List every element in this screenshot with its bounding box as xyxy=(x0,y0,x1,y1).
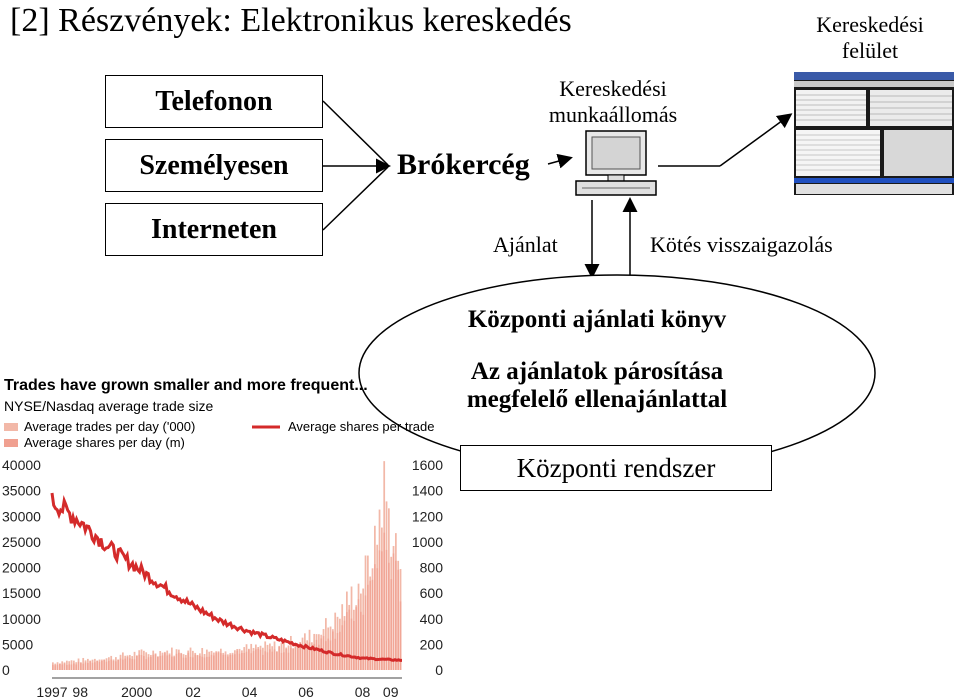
confirmation-label: Kötés visszaigazolás xyxy=(650,232,833,257)
bar-shares-per-day xyxy=(187,653,189,670)
bar-shares-per-day xyxy=(117,660,119,670)
channel-szemelyesen xyxy=(105,139,323,192)
bar-shares-per-day xyxy=(194,655,196,670)
bar-shares-per-day xyxy=(260,650,262,670)
bar-shares-per-day xyxy=(379,550,381,670)
workstation-label-line1: Kereskedési xyxy=(559,76,667,101)
right-tick-label: 600 xyxy=(419,585,443,602)
left-tick-label: 0 xyxy=(2,662,10,678)
bar-shares-per-day xyxy=(339,632,341,670)
bar-shares-per-day xyxy=(106,662,108,670)
bar-shares-per-day xyxy=(276,652,278,670)
bar-shares-per-day xyxy=(325,641,327,670)
bar-shares-per-day xyxy=(73,663,75,670)
bar-shares-per-day xyxy=(360,612,362,670)
bar-shares-per-day xyxy=(232,653,234,670)
bar-shares-per-day xyxy=(376,568,378,670)
bar-shares-per-day xyxy=(173,657,175,670)
chart-legend xyxy=(4,419,434,450)
bar-shares-per-day xyxy=(274,649,276,670)
bar-shares-per-day xyxy=(176,654,178,670)
legend-label: Average trades per day ('000) xyxy=(24,419,196,434)
bar-shares-per-day xyxy=(222,655,224,670)
bar-shares-per-day xyxy=(120,658,122,670)
bar-shares-per-day xyxy=(61,664,63,670)
legend-swatch xyxy=(4,423,18,431)
chart-bars-shares xyxy=(52,533,401,670)
bar-shares-per-day xyxy=(85,662,87,670)
right-tick-label: 0 xyxy=(435,662,443,678)
x-tick-label: 04 xyxy=(241,684,258,700)
bar-shares-per-day xyxy=(383,533,385,670)
trading-screen-image xyxy=(794,72,954,195)
chart-subtitle: NYSE/Nasdaq average trade size xyxy=(4,398,214,414)
bar-shares-per-day xyxy=(131,659,133,670)
bar-shares-per-day xyxy=(374,564,376,670)
bar-shares-per-day xyxy=(281,653,283,670)
bar-shares-per-day xyxy=(346,612,348,670)
bar-shares-per-day xyxy=(68,664,70,670)
channel-szemelyesen-label: Személyesen xyxy=(139,149,289,181)
bar-shares-per-day xyxy=(87,663,89,670)
x-tick-label: 1997 xyxy=(36,684,68,700)
central-system-box xyxy=(460,445,772,491)
bar-shares-per-day xyxy=(290,648,292,670)
bar-shares-per-day xyxy=(64,663,66,670)
bar-shares-per-day xyxy=(344,621,346,670)
bar-shares-per-day xyxy=(292,648,294,670)
bar-shares-per-day xyxy=(197,655,199,670)
chart-title: Trades have grown smaller and more frequent... xyxy=(4,377,368,394)
order-label: Ajánlat xyxy=(493,232,558,257)
bar-shares-per-day xyxy=(348,610,350,670)
legend-label: Average shares per day (m) xyxy=(24,435,185,450)
left-tick-label: 20000 xyxy=(2,559,41,576)
bar-shares-per-day xyxy=(152,655,154,670)
bar-shares-per-day xyxy=(316,640,318,670)
bar-shares-per-day xyxy=(113,661,115,670)
connector-interneten xyxy=(323,167,388,230)
left-tick-label: 25000 xyxy=(2,533,41,550)
bar-shares-per-day xyxy=(246,652,248,670)
bar-shares-per-day xyxy=(201,657,203,670)
bar-shares-per-day xyxy=(236,651,238,670)
bar-shares-per-day xyxy=(178,653,180,670)
bar-shares-per-day xyxy=(110,660,112,670)
arrow-broker-to-workstation xyxy=(548,158,570,164)
bar-shares-per-day xyxy=(115,661,117,670)
channel-interneten-label: Interneten xyxy=(151,213,277,245)
bar-shares-per-day xyxy=(257,649,259,670)
left-tick-label: 15000 xyxy=(2,585,41,602)
bar-shares-per-day xyxy=(99,662,101,670)
workstation-label xyxy=(528,76,698,128)
right-tick-label: 1600 xyxy=(411,457,443,473)
bar-shares-per-day xyxy=(54,665,56,670)
bar-shares-per-day xyxy=(78,662,80,670)
bar-shares-per-day xyxy=(227,657,229,670)
bar-shares-per-day xyxy=(180,653,182,670)
bar-shares-per-day xyxy=(341,625,343,670)
bar-shares-per-day xyxy=(381,551,383,670)
left-tick-label: 5000 xyxy=(2,636,34,653)
bar-shares-per-day xyxy=(264,651,266,670)
bar-shares-per-day xyxy=(145,659,147,670)
bar-shares-per-day xyxy=(169,653,171,670)
bar-shares-per-day xyxy=(108,661,110,670)
bar-shares-per-day xyxy=(362,615,364,670)
bar-shares-per-day xyxy=(355,607,357,670)
bar-shares-per-day xyxy=(271,652,273,670)
x-tick-label: 02 xyxy=(185,684,201,700)
x-tick-label: 09 xyxy=(382,684,399,700)
bar-shares-per-day xyxy=(204,658,206,670)
bar-shares-per-day xyxy=(241,650,243,670)
bar-shares-per-day xyxy=(127,657,129,670)
bar-shares-per-day xyxy=(96,661,98,670)
page-title: [2] Részvények: Elektronikus kereskedés xyxy=(10,2,572,39)
trading-interface-label xyxy=(795,12,945,64)
bar-shares-per-day xyxy=(143,656,145,670)
bar-shares-per-day xyxy=(75,664,77,670)
x-tick-label: 2000 xyxy=(121,684,153,700)
matching-text xyxy=(407,358,787,414)
bar-shares-per-day xyxy=(327,639,329,670)
bar-shares-per-day xyxy=(211,655,213,670)
bar-shares-per-day xyxy=(82,664,84,670)
bar-shares-per-day xyxy=(297,644,299,670)
x-tick-label: 98 xyxy=(72,684,89,700)
broker-label: Brókercég xyxy=(397,148,530,181)
matching-text-line1: Az ajánlatok párosítása xyxy=(470,358,724,385)
bar-shares-per-day xyxy=(353,621,355,670)
bar-shares-per-day xyxy=(138,655,140,670)
trading-interface-label-line2: felület xyxy=(841,38,899,63)
bar-shares-per-day xyxy=(71,664,73,670)
bar-shares-per-day xyxy=(390,579,392,670)
bar-shares-per-day xyxy=(372,568,374,670)
bar-shares-per-day xyxy=(234,654,236,670)
bar-shares-per-day xyxy=(386,550,388,670)
workstation-label-line2: munkaállomás xyxy=(548,102,678,127)
bar-shares-per-day xyxy=(155,653,157,670)
bar-shares-per-day xyxy=(239,654,241,670)
bar-shares-per-day xyxy=(199,656,201,670)
bar-shares-per-day xyxy=(52,665,54,670)
bar-shares-per-day xyxy=(225,651,227,670)
bar-shares-per-day xyxy=(192,657,194,670)
bar-shares-per-day xyxy=(220,653,222,670)
bar-shares-per-day xyxy=(141,655,143,670)
bar-shares-per-day xyxy=(206,657,208,670)
bar-shares-per-day xyxy=(229,655,231,670)
right-tick-label: 800 xyxy=(419,559,443,576)
bar-shares-per-day xyxy=(103,659,105,670)
bar-shares-per-day xyxy=(267,652,269,670)
left-tick-label: 10000 xyxy=(2,610,41,627)
matching-text-line2: megfelelő ellenajánlattal xyxy=(466,386,728,413)
trade-size-chart xyxy=(0,365,450,700)
bar-shares-per-day xyxy=(208,657,210,670)
right-tick-label: 200 xyxy=(419,636,443,653)
legend-label: Average shares per trade xyxy=(288,419,435,434)
bar-shares-per-day xyxy=(213,653,215,670)
bar-shares-per-day xyxy=(262,655,264,670)
bar-shares-per-day xyxy=(59,664,61,670)
x-tick-label: 08 xyxy=(354,684,371,700)
chart-svg xyxy=(0,365,450,700)
bar-shares-per-day xyxy=(215,653,217,670)
x-tick-label: 06 xyxy=(298,684,314,700)
right-tick-label: 1000 xyxy=(411,533,443,550)
channel-telefonon xyxy=(105,75,323,128)
bar-shares-per-day xyxy=(150,657,152,670)
bar-shares-per-day xyxy=(136,656,138,670)
bar-shares-per-day xyxy=(302,646,304,670)
central-book-label: Központi ajánlati könyv xyxy=(467,306,727,333)
bar-shares-per-day xyxy=(397,570,399,670)
bar-shares-per-day xyxy=(129,658,131,670)
bar-shares-per-day xyxy=(285,649,287,670)
bar-shares-per-day xyxy=(253,651,255,670)
bar-shares-per-day xyxy=(162,653,164,670)
bar-shares-per-day xyxy=(157,657,159,670)
bar-shares-per-day xyxy=(330,640,332,670)
connector-telefonon xyxy=(323,101,388,165)
bar-shares-per-day xyxy=(248,650,250,670)
bar-shares-per-day xyxy=(190,657,192,670)
bar-shares-per-day xyxy=(122,660,124,670)
bar-shares-per-day xyxy=(171,657,173,670)
right-tick-label: 400 xyxy=(419,610,443,627)
bar-shares-per-day xyxy=(278,647,280,670)
bar-shares-per-day xyxy=(337,633,339,670)
bar-shares-per-day xyxy=(393,553,395,670)
bar-shares-per-day xyxy=(304,648,306,670)
trading-interface-label-line1: Kereskedési xyxy=(816,12,924,37)
bar-shares-per-day xyxy=(295,646,297,670)
bar-shares-per-day xyxy=(134,659,136,670)
bar-shares-per-day xyxy=(66,665,68,670)
bar-shares-per-day xyxy=(124,659,126,670)
bar-shares-per-day xyxy=(101,660,103,670)
bar-shares-per-day xyxy=(288,653,290,670)
left-tick-label: 40000 xyxy=(2,457,41,473)
bar-shares-per-day xyxy=(283,652,285,670)
bar-shares-per-day xyxy=(80,663,82,670)
bar-shares-per-day xyxy=(243,653,245,670)
bar-shares-per-day xyxy=(388,563,390,670)
bar-shares-per-day xyxy=(164,653,166,670)
bar-shares-per-day xyxy=(159,656,161,670)
bar-shares-per-day xyxy=(218,651,220,670)
bar-shares-per-day xyxy=(351,619,353,670)
bar-shares-per-day xyxy=(94,662,96,670)
left-tick-label: 30000 xyxy=(2,508,41,525)
bar-shares-per-day xyxy=(57,665,59,670)
central-system-label: Központi rendszer xyxy=(516,452,716,483)
bar-shares-per-day xyxy=(269,649,271,670)
channel-interneten xyxy=(105,203,323,256)
channel-telefonon-label: Telefonon xyxy=(155,85,273,117)
computer-icon xyxy=(572,128,662,202)
bar-shares-per-day xyxy=(332,629,334,670)
bar-shares-per-day xyxy=(92,663,94,670)
bar-shares-per-day xyxy=(250,653,252,670)
bar-shares-per-day xyxy=(395,561,397,670)
legend-swatch xyxy=(4,439,18,447)
left-tick-label: 35000 xyxy=(2,482,41,499)
bar-shares-per-day xyxy=(255,649,257,670)
right-tick-label: 1200 xyxy=(411,508,443,525)
connector-up xyxy=(720,115,790,166)
bar-shares-per-day xyxy=(89,661,91,670)
bar-shares-per-day xyxy=(185,658,187,670)
bar-shares-per-day xyxy=(148,657,150,670)
bar-shares-per-day xyxy=(166,655,168,670)
bar-shares-per-day xyxy=(183,658,185,670)
right-tick-label: 1400 xyxy=(411,482,443,499)
